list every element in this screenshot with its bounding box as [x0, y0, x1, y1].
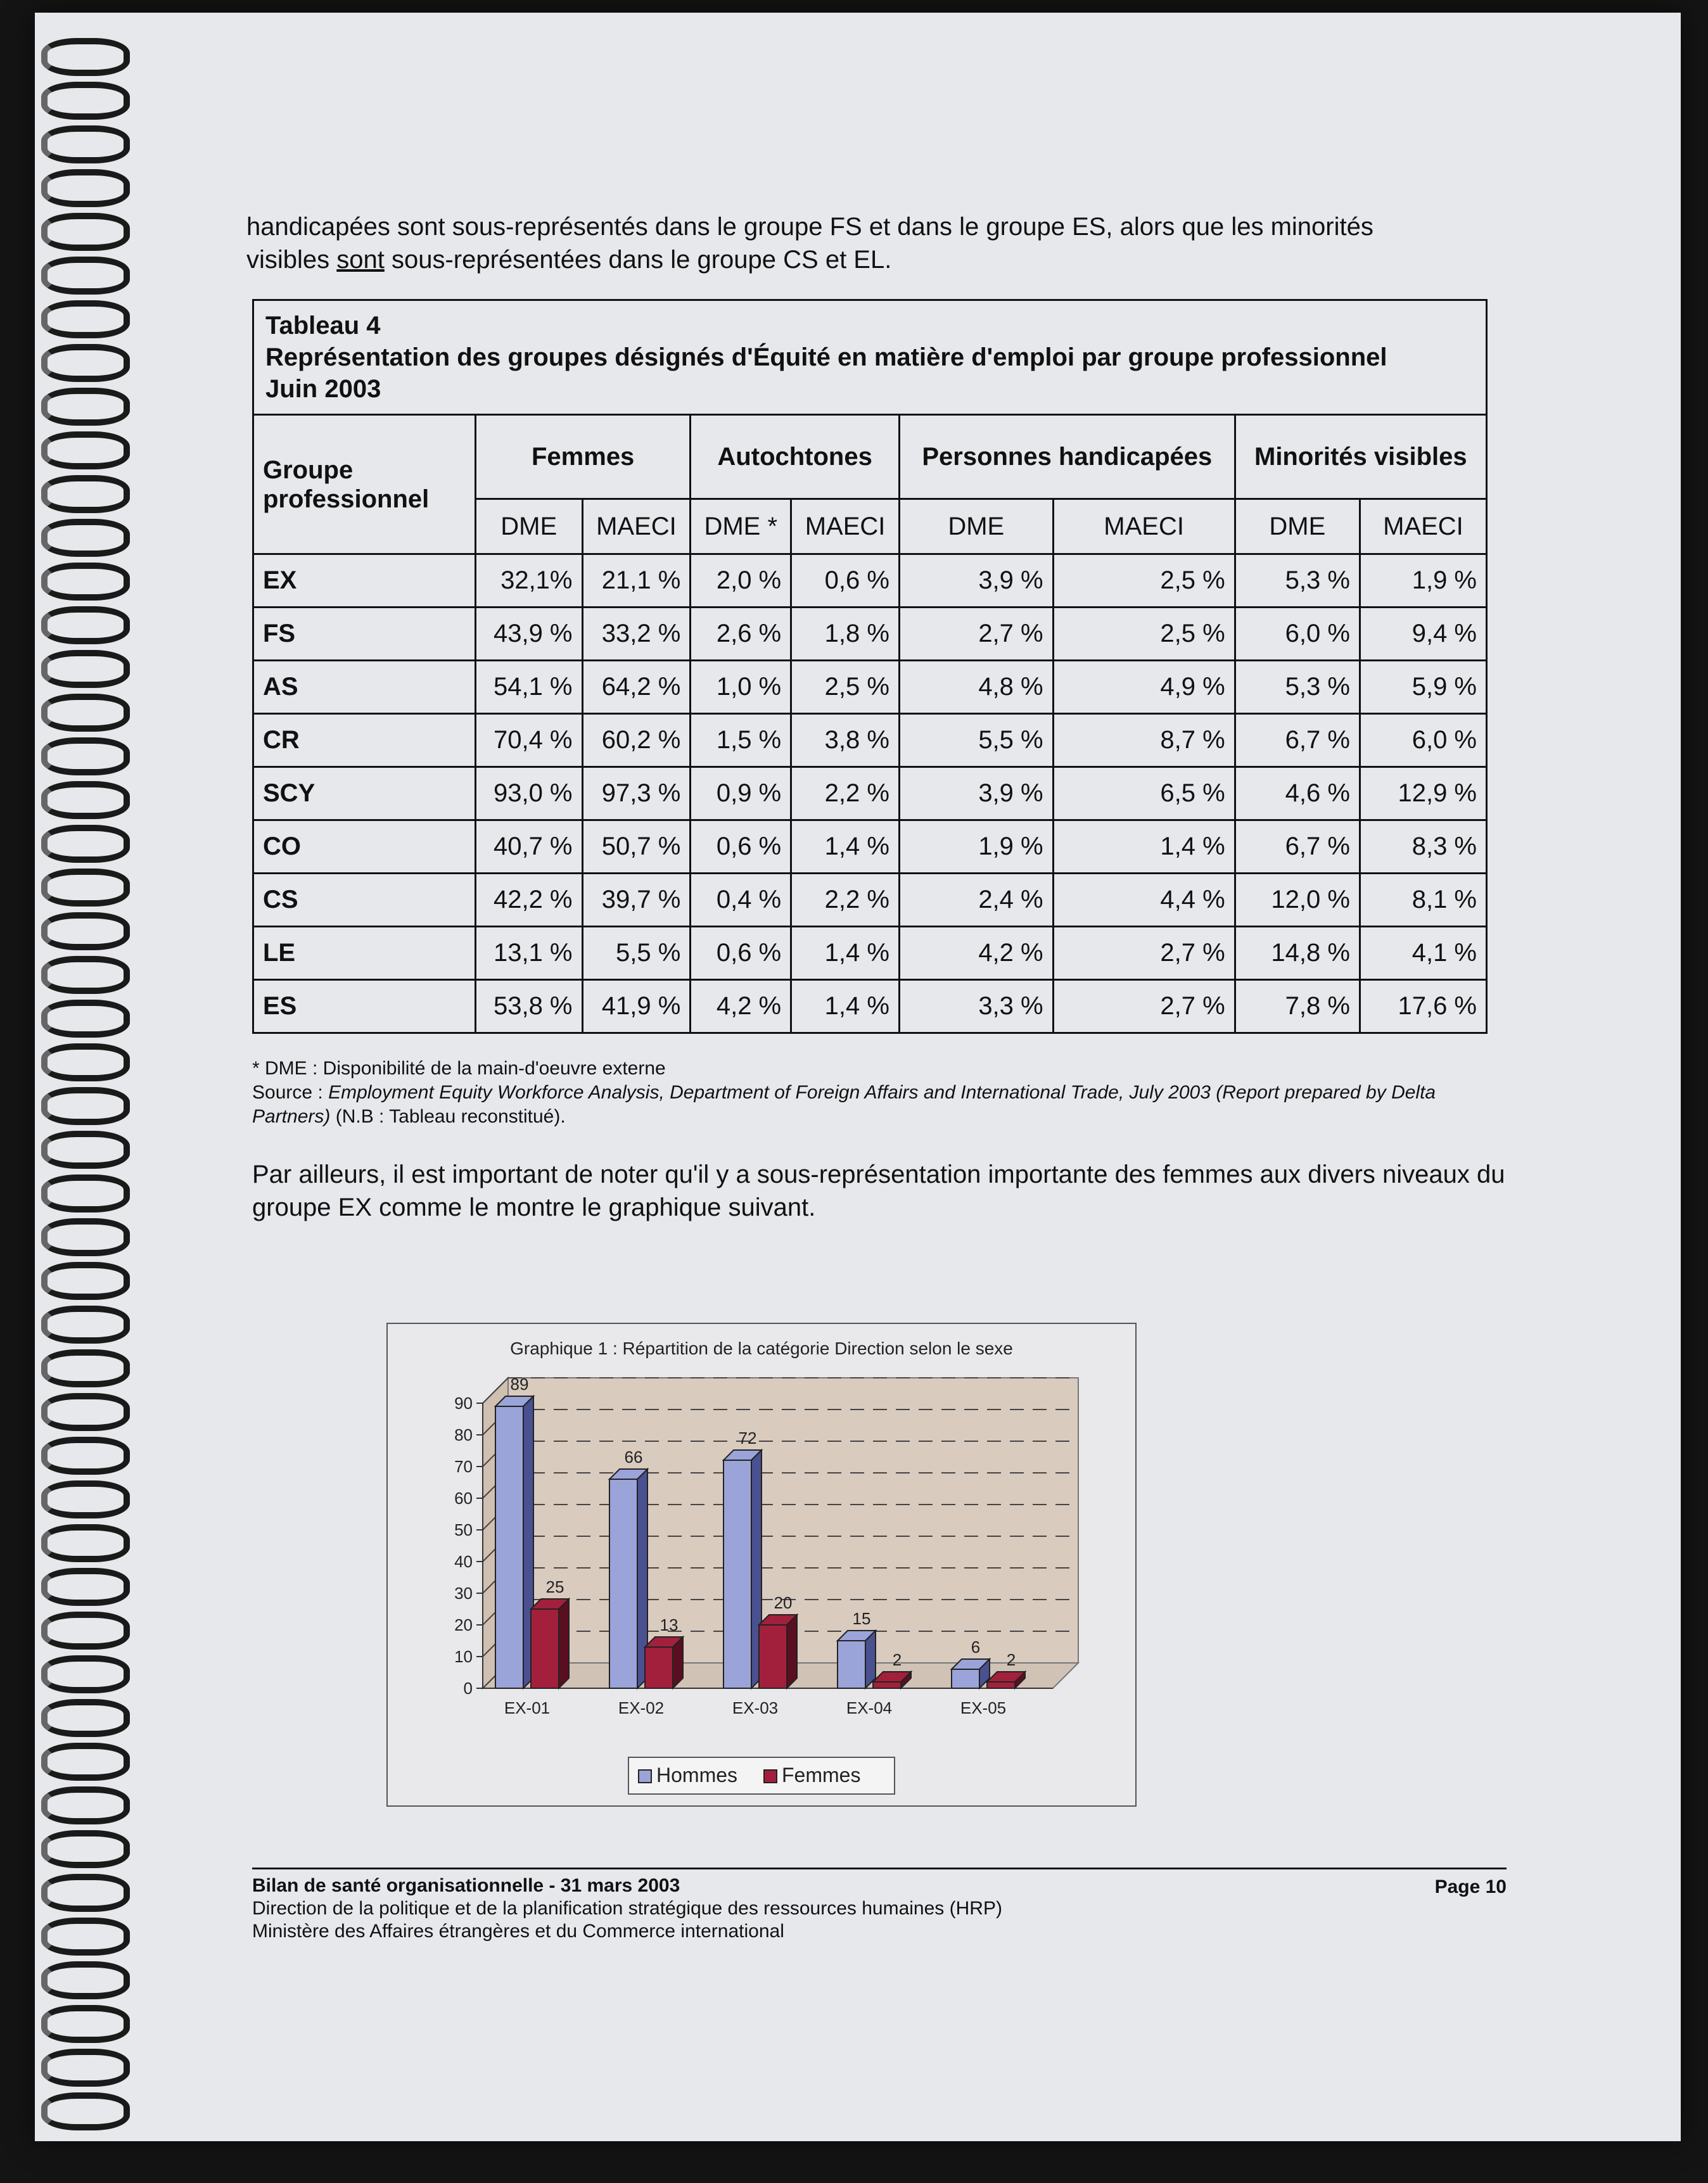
table-cell: 4,4 % [1053, 874, 1235, 927]
bar-label-hommes: 15 [852, 1609, 871, 1628]
table-cell: 1,8 % [791, 608, 900, 661]
bar-hommes [952, 1669, 979, 1688]
table-cell: 12,9 % [1360, 767, 1486, 820]
table-notes [252, 1057, 1507, 1129]
sub-header: DME [476, 499, 583, 554]
bar-label-hommes: 72 [738, 1429, 757, 1448]
binding-coil [41, 1655, 130, 1693]
source-label: Source : [252, 1082, 329, 1103]
table-cell: 0,4 % [691, 874, 791, 927]
table-cell: 1,5 % [691, 714, 791, 767]
x-tick-label: EX-05 [960, 1698, 1007, 1717]
header-handicapees: Personnes handicapées [899, 415, 1235, 499]
bar-chart [388, 1324, 1135, 1805]
binding-coil [41, 1043, 130, 1081]
table-cell: 8,7 % [1053, 714, 1235, 767]
table-cell: 4,9 % [1053, 661, 1235, 714]
footer-ministry: Ministère des Affaires étrangères et du Commerce international [252, 1921, 784, 1942]
binding-coil [41, 606, 130, 644]
binding-coil [41, 1480, 130, 1518]
binding-coil [41, 475, 130, 513]
sub-header: DME [899, 499, 1053, 554]
row-group-code: CR [253, 714, 476, 767]
table-cell: 5,3 % [1235, 554, 1360, 608]
y-tick-label: 20 [454, 1615, 473, 1634]
sub-header: MAECI [791, 499, 900, 554]
table-cell: 41,9 % [582, 980, 691, 1033]
table-cell: 2,5 % [1053, 608, 1235, 661]
row-group-code: SCY [253, 767, 476, 820]
binding-coil [41, 213, 130, 251]
table-date: Juin 2003 [265, 375, 381, 403]
table-cell: 8,3 % [1360, 820, 1486, 874]
binding-coil [41, 781, 130, 819]
footer-title: Bilan de santé organisationnelle - 31 mars 2003 [252, 1875, 680, 1896]
bar-label-hommes: 66 [624, 1448, 643, 1467]
row-group-code: LE [253, 927, 476, 980]
binding-coil [41, 519, 130, 557]
table-cell: 5,5 % [899, 714, 1053, 767]
legend-label-hommes: Hommes [656, 1764, 738, 1786]
table-cell: 4,2 % [691, 980, 791, 1033]
binding-coil [41, 257, 130, 295]
body-paragraph: Par ailleurs, il est important de noter qu'il y a sous-représentation importante des femmes aux divers niveaux du groupe EX comme le montre le graphique suivant. [252, 1161, 1505, 1221]
y-tick-label: 0 [463, 1679, 473, 1698]
sub-header: MAECI [1360, 499, 1486, 554]
bar-label-hommes: 89 [510, 1375, 529, 1394]
binding-coil [41, 1393, 130, 1431]
bar-femmes [759, 1625, 787, 1688]
x-tick-label: EX-03 [732, 1698, 779, 1717]
bar-label-femmes: 20 [774, 1593, 793, 1612]
row-group-code: AS [253, 661, 476, 714]
table-cell: 32,1% [476, 554, 583, 608]
bar-hommes [495, 1406, 523, 1688]
chart-graphique-1 [386, 1323, 1137, 1807]
table-cell: 97,3 % [582, 767, 691, 820]
binding-coil [41, 1961, 130, 1999]
row-group-code: EX [253, 554, 476, 608]
table-cell: 17,6 % [1360, 980, 1486, 1033]
bar-femmes [987, 1682, 1015, 1688]
y-tick-label: 50 [454, 1520, 473, 1539]
sub-header: DME * [691, 499, 791, 554]
table-cell: 2,6 % [691, 608, 791, 661]
source-note [252, 1081, 1507, 1129]
representation-table [252, 299, 1488, 1034]
x-tick-label: EX-04 [846, 1698, 893, 1717]
binding-coil [41, 169, 130, 207]
table-cell: 3,9 % [899, 767, 1053, 820]
binding-coil [41, 1349, 130, 1387]
legend-swatch-femmes [764, 1770, 777, 1783]
table-cell: 40,7 % [476, 820, 583, 874]
bar-hommes [723, 1460, 751, 1688]
table-cell: 93,0 % [476, 767, 583, 820]
table-row [253, 661, 1487, 714]
binding-coil [41, 825, 130, 863]
bar-femmes-side [559, 1599, 569, 1688]
table-cell: 50,7 % [582, 820, 691, 874]
table-row [253, 554, 1487, 608]
table-cell: 3,9 % [899, 554, 1053, 608]
table-cell: 42,2 % [476, 874, 583, 927]
table-cell: 54,1 % [476, 661, 583, 714]
table-cell: 2,5 % [1053, 554, 1235, 608]
table-cell: 7,8 % [1235, 980, 1360, 1033]
table-row [253, 608, 1487, 661]
table-cell: 1,4 % [791, 980, 900, 1033]
binding-coil [41, 38, 130, 76]
table-cell: 6,5 % [1053, 767, 1235, 820]
binding-coil [41, 344, 130, 382]
binding-coil [41, 1786, 130, 1824]
table-cell: 39,7 % [582, 874, 691, 927]
table-row [253, 927, 1487, 980]
table-cell: 14,8 % [1235, 927, 1360, 980]
table-cell: 13,1 % [476, 927, 583, 980]
intro-line-1: handicapées sont sous-représentés dans le groupe FS et dans le groupe ES, alors que les minorités [246, 213, 1373, 241]
binding-coil [41, 1262, 130, 1300]
table-number: Tableau 4 [265, 312, 381, 340]
sub-header: MAECI [1053, 499, 1235, 554]
y-tick-label: 60 [454, 1489, 473, 1508]
header-minorites: Minorités visibles [1235, 415, 1486, 499]
footer-direction: Direction de la politique et de la planification stratégique des ressources humaines (HRP) [252, 1898, 1002, 1919]
table-cell: 2,2 % [791, 767, 900, 820]
binding-coil [41, 1218, 130, 1256]
table-cell: 4,6 % [1235, 767, 1360, 820]
row-group-code: CS [253, 874, 476, 927]
binding-coil [41, 1568, 130, 1606]
row-group-code: FS [253, 608, 476, 661]
table-cell: 60,2 % [582, 714, 691, 767]
table-cell: 2,7 % [899, 608, 1053, 661]
binding-coil [41, 737, 130, 775]
binding-coil [41, 1830, 130, 1868]
bar-label-femmes: 13 [660, 1615, 679, 1634]
table-cell: 2,7 % [1053, 980, 1235, 1033]
table-cell: 1,4 % [1053, 820, 1235, 874]
bar-femmes-side [787, 1615, 797, 1688]
table-cell: 64,2 % [582, 661, 691, 714]
source-tail: (N.B : Tableau reconstitué). [330, 1106, 566, 1127]
header-femmes: Femmes [476, 415, 691, 499]
legend-label-femmes: Femmes [782, 1764, 861, 1786]
bar-femmes [645, 1647, 673, 1688]
binding-coil [41, 2005, 130, 2043]
chart-title: Graphique 1 : Répartition de la catégorie Direction selon le sexe [510, 1339, 1013, 1358]
legend-swatch-hommes [639, 1770, 651, 1783]
intro-underlined-word: sont [336, 246, 385, 274]
table-cell: 0,6 % [791, 554, 900, 608]
table-cell: 6,7 % [1235, 714, 1360, 767]
table-caption [253, 300, 1487, 415]
table-cell: 2,4 % [899, 874, 1053, 927]
bar-label-femmes: 2 [892, 1650, 902, 1669]
spiral-binding [35, 38, 130, 2129]
table-cell: 6,0 % [1360, 714, 1486, 767]
table-cell: 2,2 % [791, 874, 900, 927]
binding-coil [41, 1174, 130, 1212]
table-cell: 2,7 % [1053, 927, 1235, 980]
table-row [253, 820, 1487, 874]
binding-coil [41, 694, 130, 732]
intro-line-2b: sous-représentées dans le groupe CS et EL. [384, 246, 892, 274]
binding-coil [41, 1918, 130, 1956]
binding-coil [41, 563, 130, 601]
binding-coil [41, 1612, 130, 1650]
table-cell: 1,4 % [791, 820, 900, 874]
bar-label-femmes: 2 [1006, 1650, 1016, 1669]
table-title: Représentation des groupes désignés d'Équité en matière d'emploi par groupe professionnel [265, 343, 1387, 371]
y-tick-label: 70 [454, 1457, 473, 1476]
binding-coil [41, 1874, 130, 1912]
x-tick-label: EX-01 [504, 1698, 551, 1717]
bar-femmes [531, 1609, 559, 1688]
row-group-code: ES [253, 980, 476, 1033]
y-tick-label: 80 [454, 1425, 473, 1444]
binding-coil [41, 912, 130, 950]
source-citation: Employment Equity Workforce Analysis, Department of Foreign Affairs and International Trade, July 2003 (Report prepared by Delta Partners) [252, 1082, 1436, 1127]
header-groupe: Groupe professionnel [253, 415, 476, 554]
bar-hommes-side [865, 1631, 876, 1688]
table-cell: 4,1 % [1360, 927, 1486, 980]
intro-line-2a: visibles [246, 246, 337, 274]
bar-label-hommes: 6 [971, 1638, 981, 1657]
table-cell: 53,8 % [476, 980, 583, 1033]
header-autochtones: Autochtones [691, 415, 900, 499]
binding-coil [41, 82, 130, 120]
table-cell: 6,7 % [1235, 820, 1360, 874]
table-cell: 1,0 % [691, 661, 791, 714]
row-group-code: CO [253, 820, 476, 874]
page-footer [252, 1868, 1507, 1943]
table-row [253, 980, 1487, 1033]
table-cell: 21,1 % [582, 554, 691, 608]
table-cell: 5,5 % [582, 927, 691, 980]
sub-header: DME [1235, 499, 1360, 554]
table-cell: 6,0 % [1235, 608, 1360, 661]
table-cell: 1,9 % [1360, 554, 1486, 608]
bar-label-femmes: 25 [545, 1577, 564, 1596]
table-row [253, 874, 1487, 927]
table-cell: 9,4 % [1360, 608, 1486, 661]
document-page [35, 13, 1681, 2141]
y-tick-label: 30 [454, 1584, 473, 1603]
x-tick-label: EX-02 [618, 1698, 665, 1717]
binding-coil [41, 1000, 130, 1038]
table-cell: 3,8 % [791, 714, 900, 767]
sub-header: MAECI [582, 499, 691, 554]
table-cell: 8,1 % [1360, 874, 1486, 927]
intro-text [246, 210, 1488, 276]
y-tick-label: 90 [454, 1394, 473, 1413]
binding-coil [41, 2049, 130, 2087]
table-cell: 33,2 % [582, 608, 691, 661]
table-cell: 5,9 % [1360, 661, 1486, 714]
y-tick-label: 40 [454, 1552, 473, 1571]
binding-coil [41, 869, 130, 907]
table-cell: 0,9 % [691, 767, 791, 820]
bar-hommes [609, 1479, 637, 1688]
binding-coil [41, 956, 130, 994]
table-cell: 1,4 % [791, 927, 900, 980]
binding-coil [41, 2092, 130, 2130]
table-row [253, 714, 1487, 767]
binding-coil [41, 431, 130, 469]
table-cell: 3,3 % [899, 980, 1053, 1033]
table-cell: 0,6 % [691, 927, 791, 980]
table-cell: 1,9 % [899, 820, 1053, 874]
binding-coil [41, 388, 130, 426]
table-cell: 43,9 % [476, 608, 583, 661]
y-tick-label: 10 [454, 1647, 473, 1666]
binding-coil [41, 1437, 130, 1475]
binding-coil [41, 1743, 130, 1781]
binding-coil [41, 1131, 130, 1169]
binding-coil [41, 1524, 130, 1562]
table-cell: 2,5 % [791, 661, 900, 714]
binding-coil [41, 1087, 130, 1125]
dme-note: * DME : Disponibilité de la main-d'oeuvre externe [252, 1058, 666, 1079]
table-cell: 70,4 % [476, 714, 583, 767]
binding-coil [41, 300, 130, 338]
table-row [253, 767, 1487, 820]
table-cell: 2,0 % [691, 554, 791, 608]
binding-coil [41, 1306, 130, 1344]
page-number: Page 10 [1434, 1876, 1507, 1897]
binding-coil [41, 1699, 130, 1737]
binding-coil [41, 125, 130, 163]
table-cell: 4,8 % [899, 661, 1053, 714]
table-cell: 0,6 % [691, 820, 791, 874]
table-cell: 12,0 % [1235, 874, 1360, 927]
table-cell: 4,2 % [899, 927, 1053, 980]
bar-hommes [838, 1641, 865, 1688]
table-cell: 5,3 % [1235, 661, 1360, 714]
binding-coil [41, 650, 130, 688]
bar-femmes [873, 1682, 901, 1688]
